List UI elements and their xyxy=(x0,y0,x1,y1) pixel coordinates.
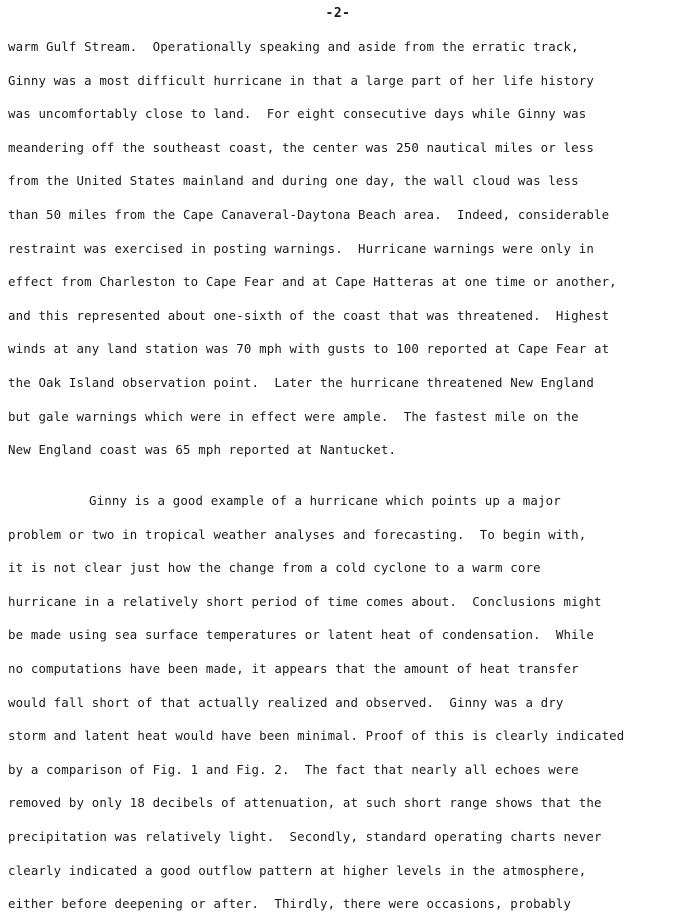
text-line: would fall short of that actually realized and observed. Ginny was a dry xyxy=(8,694,564,710)
text-line: restraint was exercised in posting warnings. Hurricane warnings were only in xyxy=(8,240,594,256)
text-line: the Oak Island observation point. Later the hurricane threatened New England xyxy=(8,374,594,390)
text-line: problem or two in tropical weather analyses and forecasting. To begin with, xyxy=(8,526,587,542)
text-line: from the United States mainland and during one day, the wall cloud was less xyxy=(8,173,579,189)
text-line: Ginny was a most difficult hurricane in that a large part of her life history xyxy=(8,72,594,88)
text-line: storm and latent heat would have been minimal. Proof of this is clearly indicated xyxy=(8,728,625,744)
text-line: no computations have been made, it appears that the amount of heat transfer xyxy=(8,660,579,676)
text-line: was uncomfortably close to land. For eight consecutive days while Ginny was xyxy=(8,106,587,122)
text-line: by a comparison of Fig. 1 and Fig. 2. The fact that nearly all echoes were xyxy=(8,761,579,777)
text-line: meandering off the southeast coast, the center was 250 nautical miles or less xyxy=(8,139,594,155)
text-line: than 50 miles from the Cape Canaveral-Daytona Beach area. Indeed, considerable xyxy=(8,206,610,222)
text-line: winds at any land station was 70 mph with gusts to 100 reported at Cape Fear at xyxy=(8,341,610,357)
text-line: be made using sea surface temperatures or latent heat of condensation. While xyxy=(8,627,594,643)
paragraph-2 xyxy=(0,484,676,921)
text-line: clearly indicated a good outflow pattern at higher levels in the atmosphere, xyxy=(8,862,587,878)
text-line: precipitation was relatively light. Secondly, standard operating charts never xyxy=(8,828,602,844)
text-line: it is not clear just how the change from a cold cyclone to a warm core xyxy=(8,560,541,576)
text-line: removed by only 18 decibels of attenuation, at such short range shows that the xyxy=(8,795,602,811)
paragraph-1 xyxy=(0,30,676,467)
text-line: effect from Charleston to Cape Fear and at Cape Hatteras at one time or another, xyxy=(8,274,617,290)
text-line: but gale warnings which were in effect were ample. The fastest mile on the xyxy=(8,408,579,424)
text-line: New England coast was 65 mph reported at Nantucket. xyxy=(8,442,397,458)
text-line: Ginny is a good example of a hurricane which points up a major xyxy=(89,493,561,508)
page-number: -2- xyxy=(325,6,351,21)
text-line: either before deepening or after. Thirdly, there were occasions, probably xyxy=(8,896,572,912)
text-line: hurricane in a relatively short period of time comes about. Conclusions might xyxy=(8,593,602,609)
text-line: and this represented about one-sixth of the coast that was threatened. Highest xyxy=(8,307,610,323)
text-line: warm Gulf Stream. Operationally speaking and aside from the erratic track, xyxy=(8,39,579,54)
